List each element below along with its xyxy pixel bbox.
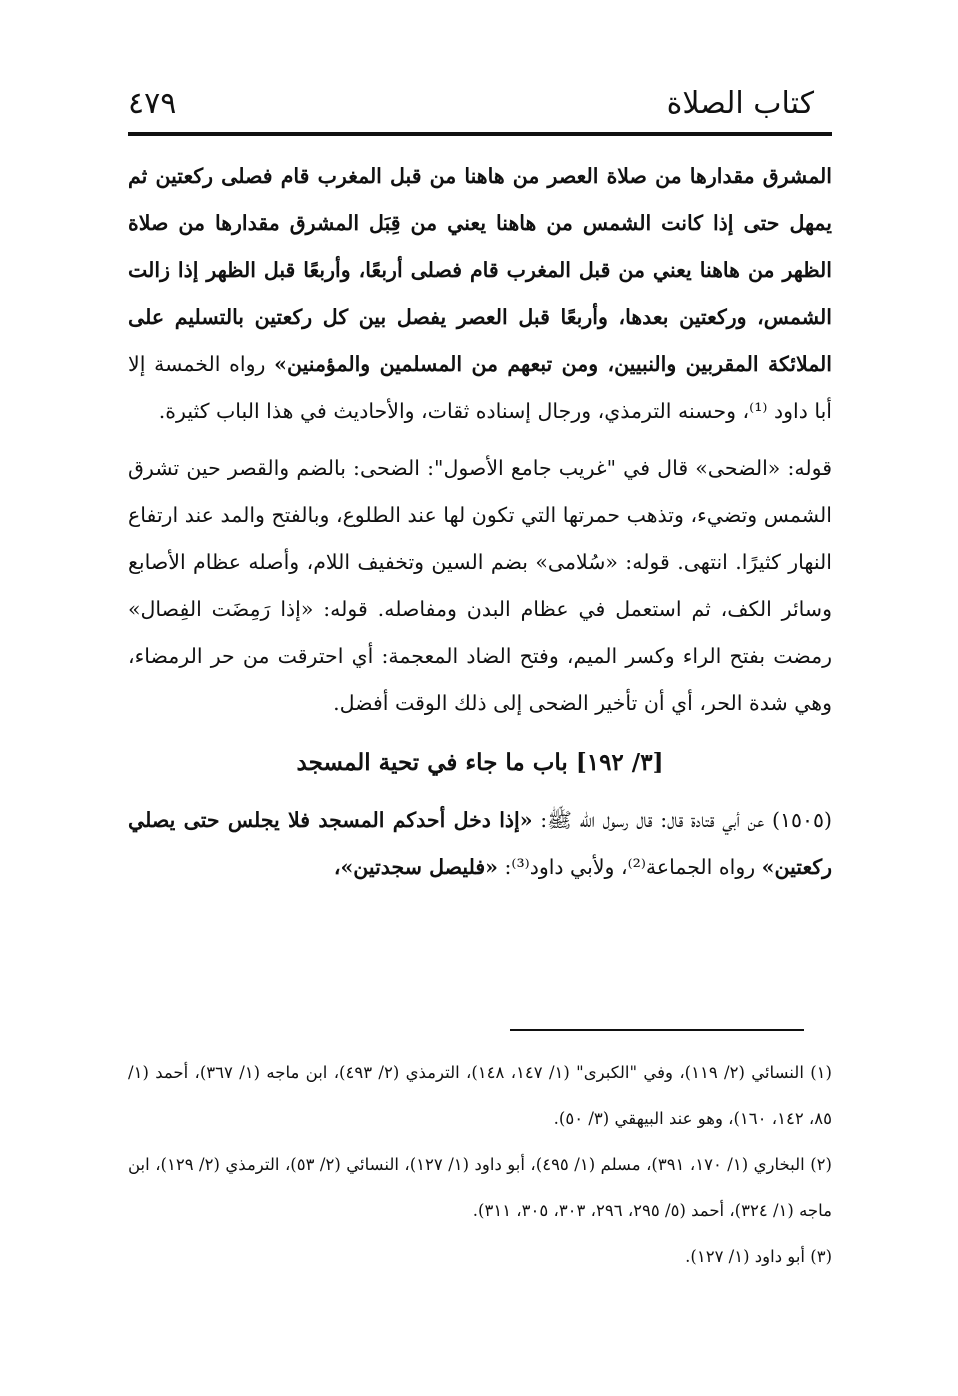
commentary-paragraph: قوله: «الضحى» قال في "غريب جامع الأصول": الضحى: بالضم والقصر حين تشرق الشمس وتضيء، وتذهب حمرتها التي تكون لها عند الطلوع، وبالفتح والمد عند ارتفاع النهار كثيرًا. انتهى. قوله: «سُلامى» بضم السين وتخفيف اللام، وأصله عظام الأصابع وسائر الكف، ثم استعمل في عظام البدن ومفاصله. قوله: «إذا رَمِضَت الفِصال» رمضت بفتح الراء وكسر الميم، وفتح الضاد المعجمة: أي احترقت من حر الرمضاء، وهي شدة الحر، أي أن تأخير الضحى إلى ذلك الوقت أفضل.: [128, 456, 832, 715]
page-number: ٤٧٩: [128, 86, 177, 121]
hadith-text: المشرق مقدارها من صلاة العصر من هاهنا من قبل المغرب قام فصلى ركعتين ثم يمهل حتى إذا كانت الشمس من هاهنا يعني من قِبَل المشرق مقدارها من صلاة الظهر من هاهنا يعني من قبل المغرب قام فصلى أربعًا، وأربعًا قبل الظهر إذا زالت الشمس، وركعتين بعدها، وأربعًا قبل العصر يفصل بين كل ركعتين بالتسليم على الملائكة المقربين والنبيين، ومن تبعهم من المسلمين والمؤمنين»: [128, 164, 832, 376]
footnote-separator: [510, 1029, 804, 1031]
running-title: كتاب الصلاة: [666, 86, 814, 121]
hadith-quote-variant: «فليصل سجدتين»،: [333, 855, 498, 879]
hadith-grading: رواه الخمسة إلا أبا داود ⁽¹⁾، وحسنه الترمذي، ورجال إسناده ثقات، والأحاديث في هذا الباب كثيرة.: [128, 352, 832, 423]
page-header: [128, 82, 832, 136]
footnote-3: (٣) أبو داود (١/ ١٢٧).: [685, 1247, 832, 1266]
footnote-1: (١) النسائي (٢/ ١١٩)، وفي "الكبرى" (١/ ١٤٧، ١٤٨)، الترمذي (٢/ ٤٩٣)، ابن ماجه (١/ ٣٦٧)، أحمد (١/ ٨٥، ١٤٢، ١٦٠)، وهو عند البيهقي (٣/ ٥٠).: [128, 1063, 832, 1128]
footnote-2: (٢) البخاري (١/ ١٧٠، ٣٩١)، مسلم (١/ ٤٩٥)، أبو داود (١/ ١٢٧)، النسائي (٢/ ٥٣)، الترمذي (٢/ ١٢٩)، ابن ماجه (١/ ٣٢٤)، أحمد (٥/ ٢٩٥، ٢٩٦، ٣٠٣، ٣٠٥، ٣١١).: [128, 1155, 832, 1220]
chapter-heading: [٣/ ١٩٢] باب ما جاء في تحية المسجد: [296, 749, 664, 776]
hadith-quote: «إذا دخل أحدكم المسجد فلا يجلس حتى يصلي ركعتين»: [128, 808, 832, 879]
hadith-intro: (١٥٠٥) عن أبي قتادة قال: قال رسول الله ﷺ:: [532, 808, 832, 832]
hadith-narration: رواه الجماعة⁽²⁾، ولأبي داود⁽³⁾:: [497, 855, 762, 879]
footnotes: [128, 1050, 832, 1280]
hadith-continuation-paragraph: [128, 153, 832, 435]
hadith-paragraph: [128, 797, 832, 891]
main-text: [128, 153, 832, 891]
